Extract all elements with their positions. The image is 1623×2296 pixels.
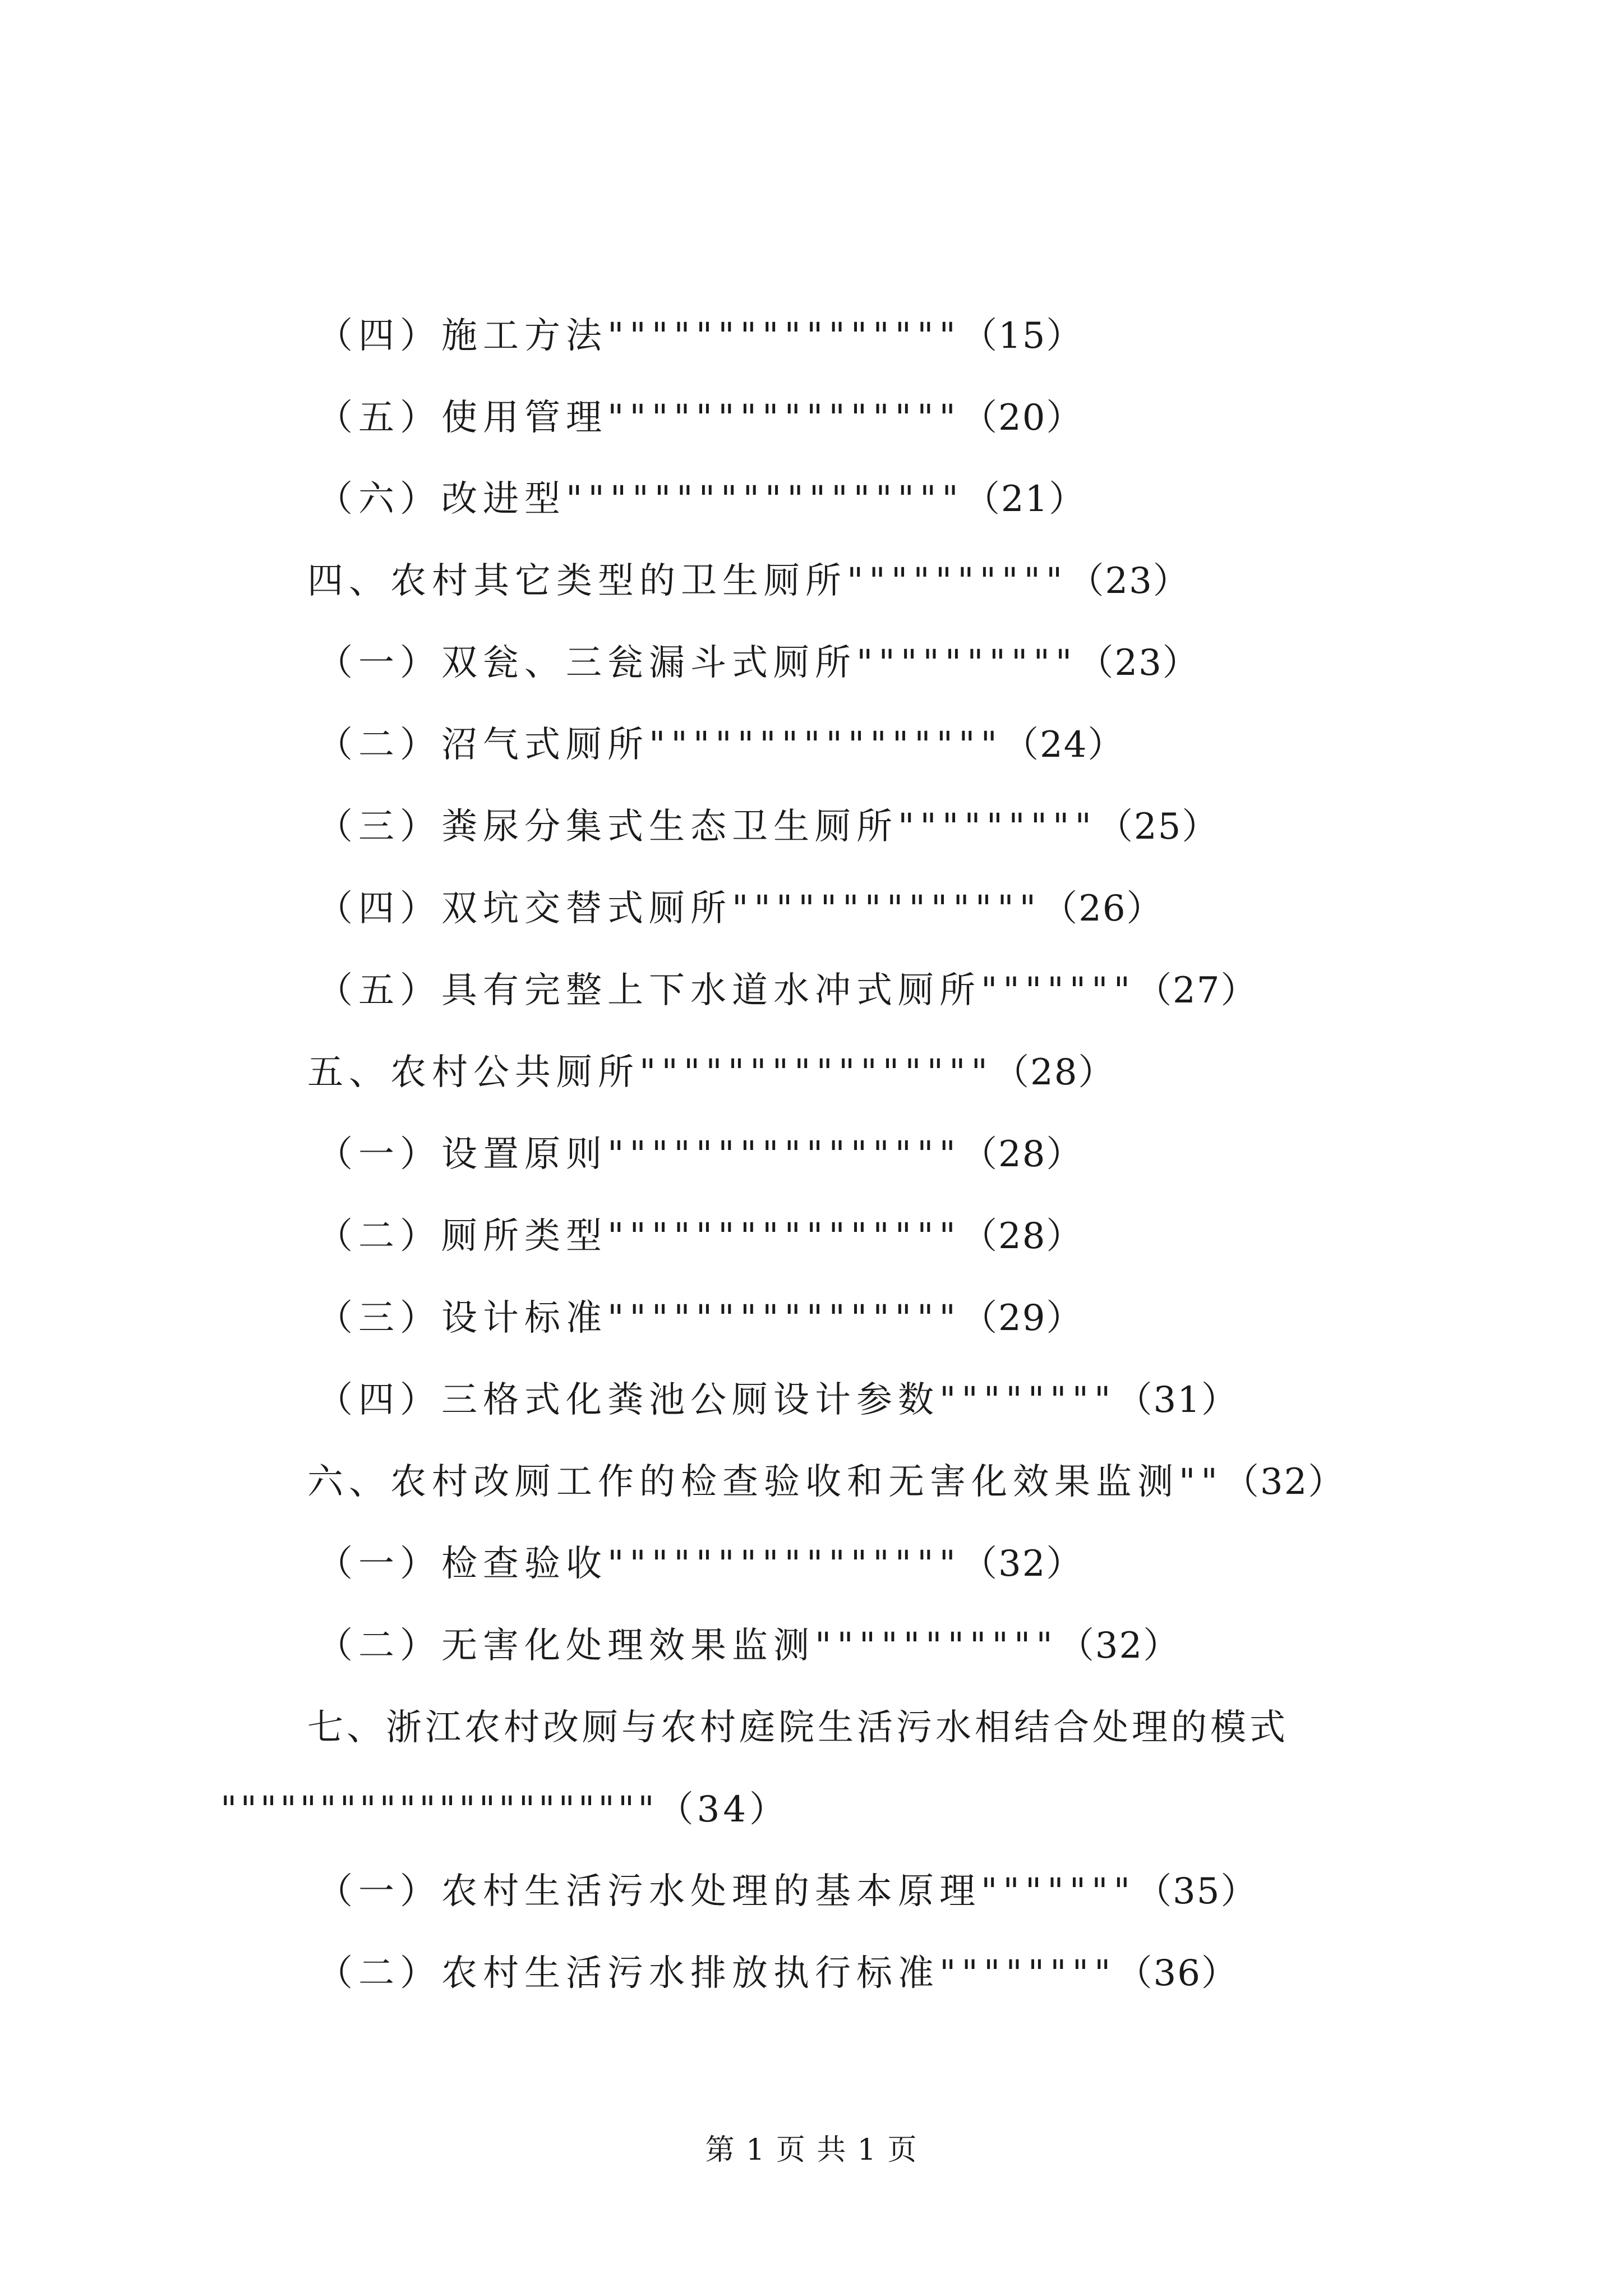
toc-entry-title: （三）设计标准"""""""""""""""" [317, 1297, 961, 1339]
toc-entry-page: （24） [1003, 724, 1125, 766]
toc-entry-title: 六、农村改厕工作的检查验收和无害化效果监测"" [307, 1461, 1223, 1503]
toc-entry-title: （四）双坑交替式厕所"""""""""""""" [317, 888, 1042, 930]
toc-entry-title: 五、农村公共厕所"""""""""""""""" [307, 1052, 993, 1093]
toc-entry-title: （五）使用管理"""""""""""""""" [317, 397, 961, 439]
toc-entry-page: （32） [1223, 1461, 1345, 1503]
toc-entry-wrapped-continuation [220, 1789, 789, 1830]
toc-entry-title: （一）双瓮、三瓮漏斗式厕所"""""""""" [317, 642, 1078, 684]
toc-entry [317, 970, 1258, 1011]
toc-entry-page: （35） [1136, 1871, 1258, 1912]
toc-entry [317, 806, 1219, 848]
toc-entry-leader: """""""""""""""""""""" [220, 1789, 658, 1830]
toc-entry-title: （一）检查验收"""""""""""""""" [317, 1543, 961, 1585]
toc-entry-page: （28） [961, 1134, 1083, 1175]
toc-entry [317, 478, 1086, 520]
page-footer: 第 1 页 共 1 页 [705, 2133, 918, 2167]
toc-entry-title: （六）改进型"""""""""""""""""" [317, 478, 964, 520]
toc-entry [317, 642, 1200, 684]
toc-entry [317, 1379, 1238, 1421]
toc-entry-title: （二）无害化处理效果监测""""""""""" [317, 1625, 1058, 1667]
toc-entry-title: （一）农村生活污水处理的基本原理""""""" [317, 1871, 1136, 1912]
toc-entry-page: （32） [961, 1543, 1083, 1585]
toc-entry-page: （21） [963, 478, 1086, 520]
toc-entry [307, 560, 1190, 602]
toc-entry-title: （一）设置原则"""""""""""""""" [317, 1134, 961, 1175]
toc-entry-page: （36） [1116, 1953, 1238, 1994]
toc-entry [317, 1216, 1083, 1257]
toc-entry-page: （15） [961, 315, 1083, 357]
toc-entry-title: （二）厕所类型"""""""""""""""" [317, 1216, 961, 1257]
toc-entry-title: （二）沼气式厕所"""""""""""""""" [317, 724, 1003, 766]
toc-entry-page: （26） [1041, 888, 1164, 930]
toc-entry-wrapped-title: 七、浙江农村改厕与农村庭院生活污水相结合处理的模式 [307, 1707, 1289, 1749]
toc-entry-page: （28） [961, 1216, 1083, 1257]
toc-entry-page: （34） [657, 1789, 789, 1830]
toc-entry [317, 397, 1083, 439]
toc-entry [317, 1543, 1083, 1585]
toc-entry-title: （五）具有完整上下水道水冲式厕所""""""" [317, 970, 1136, 1011]
toc-entry [317, 1297, 1083, 1339]
toc-entry-title: （三）粪尿分集式生态卫生厕所""""""""" [317, 806, 1097, 848]
toc-entry [317, 888, 1164, 930]
toc-entry-page: （27） [1136, 970, 1258, 1011]
toc-entry-title: （四）三格式化粪池公厕设计参数"""""""" [317, 1379, 1117, 1421]
toc-entry [307, 1052, 1115, 1093]
toc-entry-page: （29） [961, 1297, 1083, 1339]
toc-entry-page: （20） [961, 397, 1083, 439]
toc-entry [307, 1461, 1345, 1503]
toc-entry [317, 315, 1083, 357]
toc-entry [317, 1625, 1181, 1667]
toc-entry-page: （25） [1096, 806, 1219, 848]
toc-entry-page: （23） [1068, 560, 1190, 602]
toc-entry [317, 1953, 1238, 1994]
toc-entry [317, 1871, 1258, 1912]
toc-entry-page: （28） [993, 1052, 1115, 1093]
toc-entry [317, 724, 1125, 766]
toc-entry-page: （31） [1116, 1379, 1238, 1421]
toc-entry-title: （二）农村生活污水排放执行标准"""""""" [317, 1953, 1117, 1994]
toc-entry-page: （32） [1058, 1625, 1181, 1667]
toc-entry-title: （四）施工方法"""""""""""""""" [317, 315, 961, 357]
toc-entry [317, 1134, 1083, 1175]
toc-entry-page: （23） [1077, 642, 1200, 684]
toc-entry-title: 四、农村其它类型的卫生厕所"""""""""" [307, 560, 1068, 602]
